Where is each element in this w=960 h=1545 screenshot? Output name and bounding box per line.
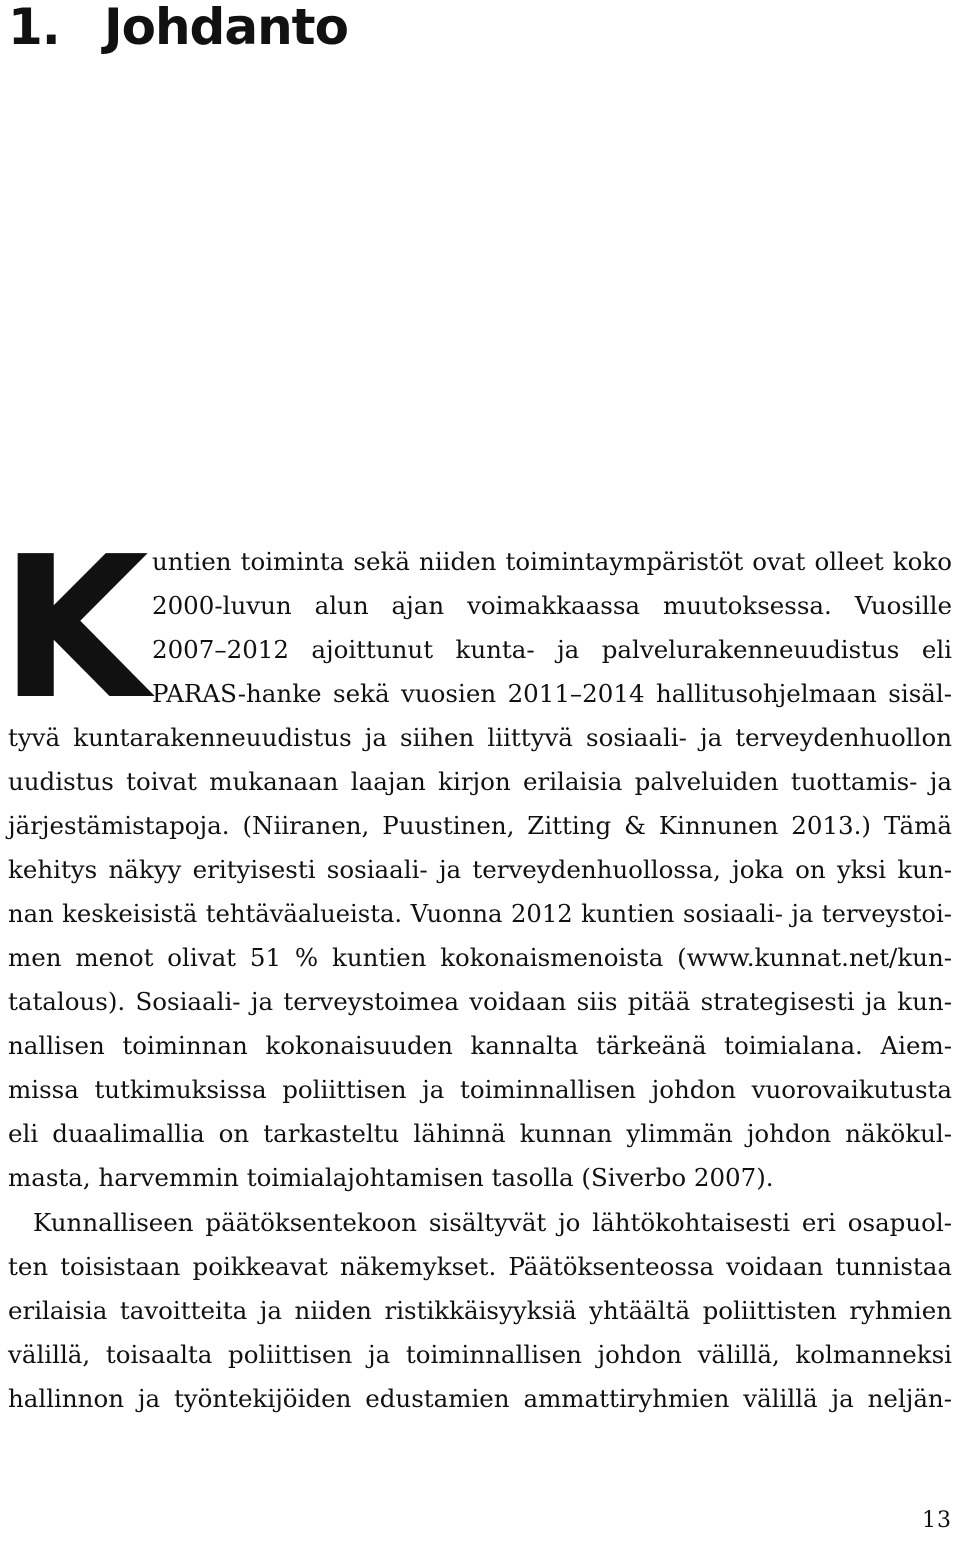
body-line: erilaisia tavoitteita ja niiden ristikkäisyyksiä yhtäältä poliittisten ryhmien (8, 1296, 952, 1325)
body-line: untien toiminta sekä niiden toimintaympäristöt ovat olleet koko (152, 547, 952, 576)
body-line: järjestämistapoja. (Niiranen, Puustinen, Zitting & Kinnunen 2013.) Tämä (8, 811, 952, 840)
body-line: välillä, toisaalta poliittisen ja toiminnallisen johdon välillä, kolmanneksi (8, 1340, 952, 1369)
body-line: nan keskeisistä tehtäväalueista. Vuonna 2012 kuntien sosiaali- ja terveystoi- (8, 899, 952, 928)
body-line: men menot olivat 51 % kuntien kokonaismenoista (www.kunnat.net/kun- (8, 943, 952, 972)
body-line: eli duaalimallia on tarkasteltu lähinnä kunnan ylimmän johdon näkökul- (8, 1119, 952, 1148)
body-line: tatalous). Sosiaali- ja terveystoimea voidaan siis pitää strategisesti ja kun- (8, 987, 952, 1016)
body-line: missa tutkimuksissa poliittisen ja toiminnallisen johdon vuorovaikutusta (8, 1075, 952, 1104)
body-line: ten toisistaan poikkeavat näkemykset. Päätöksenteossa voidaan tunnistaa (8, 1252, 952, 1281)
body-line: masta, harvemmin toimialajohtamisen tasolla (Siverbo 2007). (8, 1163, 774, 1192)
body-line: uudistus toivat mukanaan laajan kirjon erilaisia palveluiden tuottamis- ja (8, 767, 952, 796)
body-line: nallisen toiminnan kokonaisuuden kannalta tärkeänä toimialana. Aiem- (8, 1031, 952, 1060)
body-line: 2007–2012 ajoittunut kunta- ja palvelurakenneuudistus eli (152, 635, 952, 664)
body-line: hallinnon ja työntekijöiden edustamien ammattiryhmien välillä ja neljän- (8, 1384, 952, 1413)
chapter-heading (8, 0, 348, 60)
body-line: Kunnalliseen päätöksentekoon sisältyvät jo lähtökohtaisesti eri osapuol- (33, 1208, 952, 1237)
chapter-number: 1. (8, 0, 60, 56)
body-line: 2000-luvun alun ajan voimakkaassa muutoksessa. Vuosille (152, 591, 952, 620)
body-line: kehitys näkyy erityisesti sosiaali- ja terveydenhuollossa, joka on yksi kun- (8, 855, 952, 884)
body-line: PARAS-hanke sekä vuosien 2011–2014 hallitusohjelmaan sisäl- (152, 679, 952, 708)
body-line: tyvä kuntarakenneuudistus ja siihen liittyvä sosiaali- ja terveydenhuollon (8, 723, 952, 752)
page-number: 13 (922, 1508, 952, 1533)
chapter-title: Johdanto (104, 0, 348, 56)
drop-cap-letter: K (0, 515, 145, 743)
